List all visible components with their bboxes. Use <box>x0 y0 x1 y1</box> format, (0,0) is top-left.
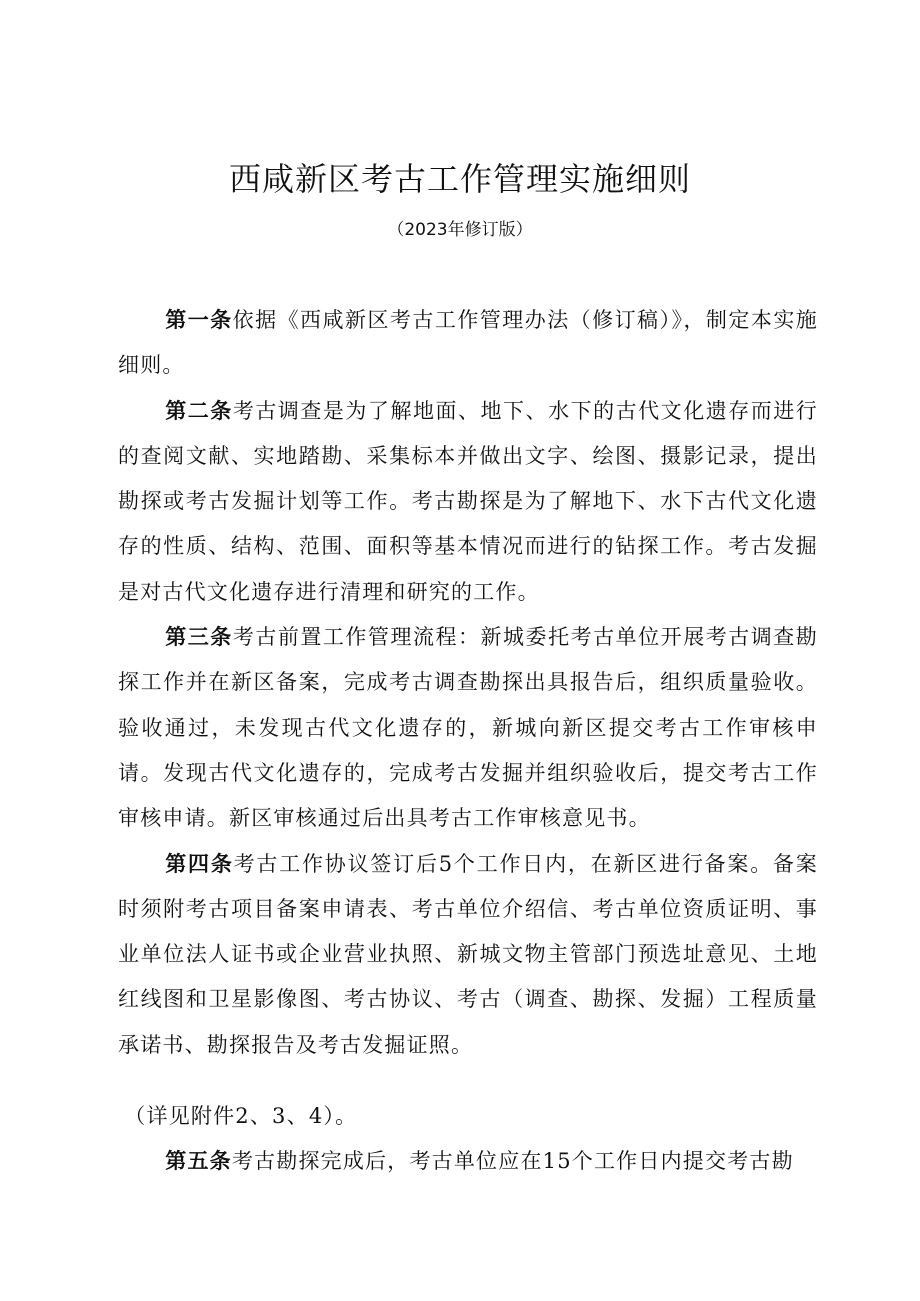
article-4 <box>118 842 818 1068</box>
article-3-text: 考古前置工作管理流程：新城委托考古单位开展考古调查勘探工作并在新区备案，完成考古调查勘探出具报告后，组织质量验收。验收通过，未发现古代文化遗存的，新城向新区提交考古工作审核申请。发现古代文化遗存的，完成考古发掘并组织验收后，提交考古工作审核申请。新区审核通过后出具考古工作审核意见书。 <box>118 625 818 831</box>
document-subtitle: （2023年修订版） <box>387 220 533 240</box>
article-5-text: 考古勘探完成后，考古单位应在15个工作日内提交考古勘 <box>231 1149 794 1174</box>
article-1-text: 依据《西咸新区考古工作管理办法（修订稿）》，制定本实施细则。 <box>118 308 818 378</box>
article-1 <box>118 298 818 389</box>
article-2 <box>118 389 818 615</box>
article-4-text: 考古工作协议签订后5个工作日内，在新区进行备案。备案时须附考古项目备案申请表、考古单位介绍信、考古单位资质证明、事业单位法人证书或企业营业执照、新城文物主管部门预选址意见、土地红线图和卫星影像图、考古协议、考古（调查、勘探、发掘）工程质量承诺书、勘探报告及考古发掘证照。 <box>118 851 819 1057</box>
article-3-label: 第三条 <box>165 625 233 650</box>
article-3 <box>118 615 818 841</box>
article-4-label: 第四条 <box>165 851 234 876</box>
attachment-note: （详见附件2、3、4）。 <box>124 1104 358 1129</box>
article-1-label: 第一条 <box>165 308 233 332</box>
article-2-label: 第二条 <box>165 398 233 423</box>
article-5-label: 第五条 <box>165 1149 232 1174</box>
document-title: 西咸新区考古工作管理实施细则 <box>228 160 691 198</box>
article-5 <box>118 1139 818 1184</box>
document-body <box>118 298 818 1185</box>
article-2-text: 考古调查是为了解地面、地下、水下的古代文化遗存而进行的查阅文献、实地踏勘、采集标本并做出文字、绘图、摄影记录，提出勘探或考古发掘计划等工作。考古勘探是为了解地下、水下古代文化遗存的性质、结构、范围、面积等基本情况而进行的钻探工作。考古发掘是对古代文化遗存进行清理和研究的工作。 <box>118 398 818 604</box>
